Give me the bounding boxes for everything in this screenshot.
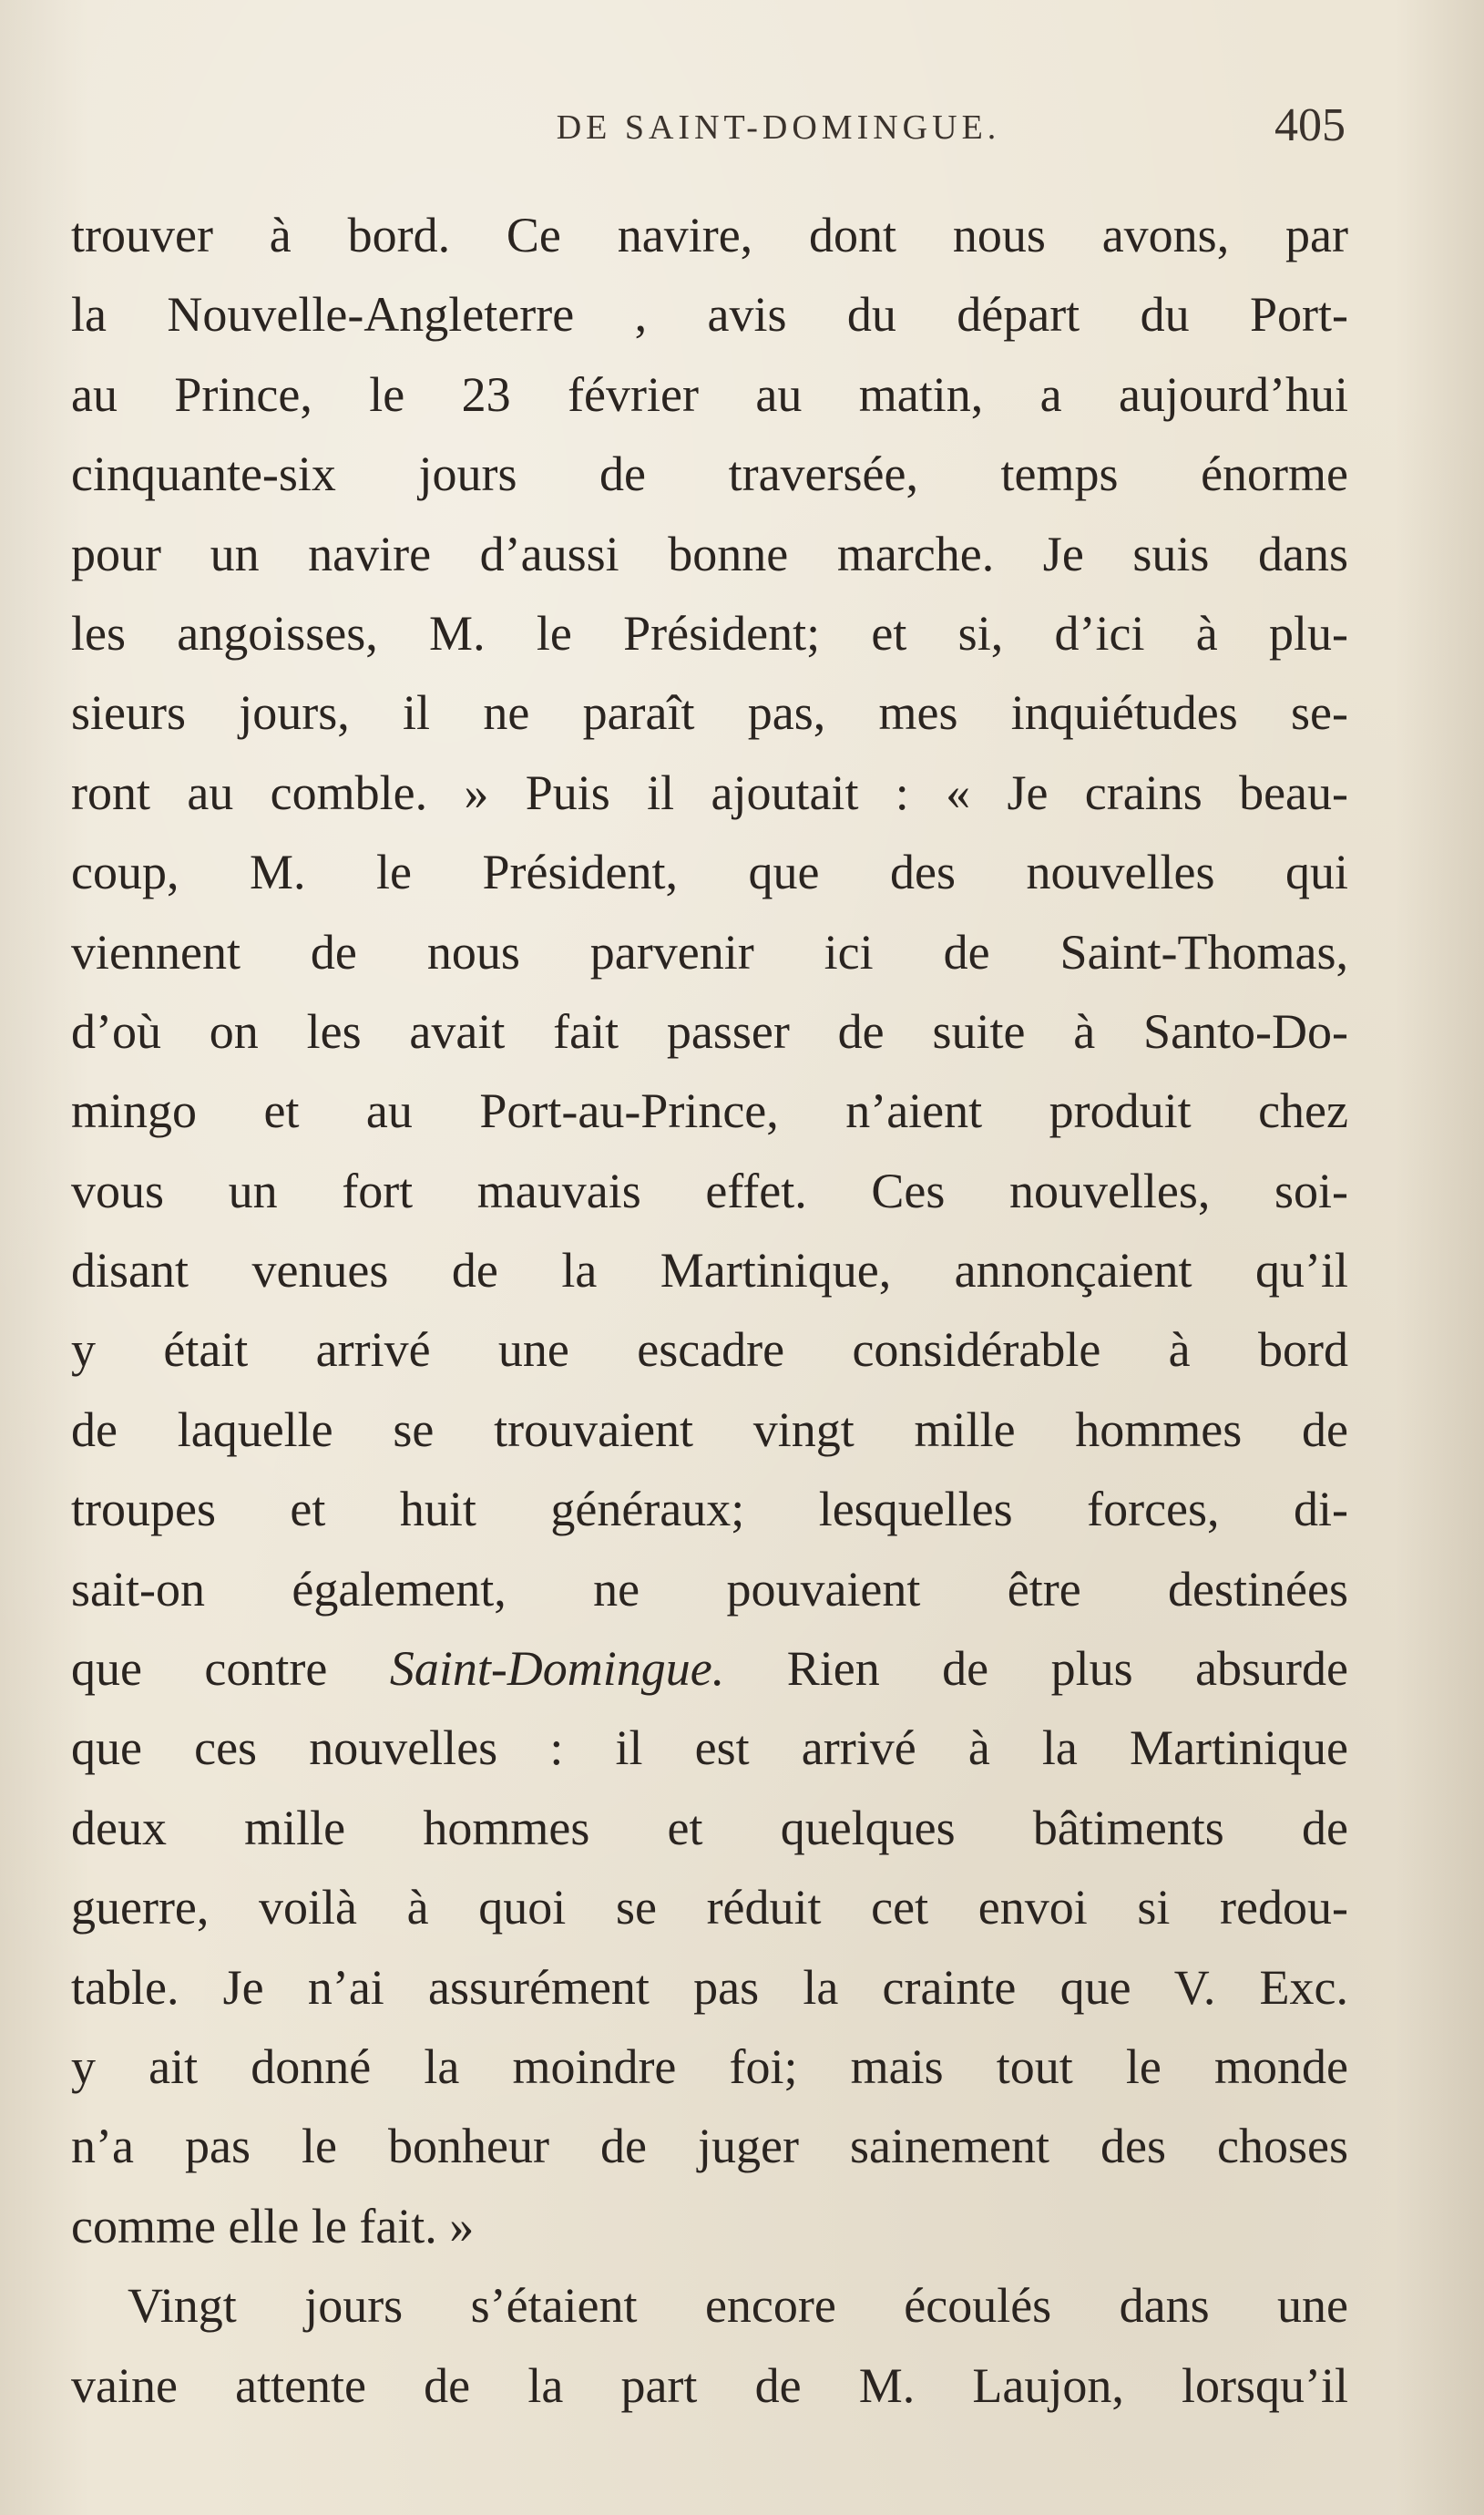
text-line: que ces nouvelles : il est arrivé à la Martinique bbox=[71, 1720, 1348, 1776]
text-line: viennent de nous parvenir ici de Saint-Thomas, bbox=[71, 924, 1348, 980]
text-line: la Nouvelle-Angleterre , avis du départ du Port- bbox=[71, 287, 1348, 343]
text-line: coup, M. le Président, que des nouvelles qui bbox=[71, 845, 1348, 900]
text-line: deux mille hommes et quelques bâtiments de bbox=[71, 1800, 1348, 1855]
text-line: pour un navire d’aussi bonne marche. Je suis dans bbox=[71, 526, 1348, 581]
text-line-with-italic bbox=[71, 1629, 1348, 1709]
text-line: sait-on également, ne pouvaient être destinées bbox=[71, 1561, 1348, 1617]
running-head: DE SAINT-DOMINGUE. bbox=[556, 108, 1001, 147]
text-line: vaine attente de la part de M. Laujon, lorsqu’il bbox=[71, 2357, 1348, 2413]
text-line: cinquante-six jours de traversée, temps énorme bbox=[71, 447, 1348, 502]
text-segment: Rien de plus absurde bbox=[724, 1641, 1349, 1697]
text-line: y était arrivé une escadre considérable à bord bbox=[71, 1322, 1348, 1378]
paragraph-first-line: Vingt jours s’étaient encore écoulés dans une bbox=[128, 2278, 1348, 2334]
text-line: vous un fort mauvais effet. Ces nouvelles, soi- bbox=[71, 1163, 1348, 1218]
text-line: trouver à bord. Ce navire, dont nous avons, par bbox=[71, 208, 1348, 262]
text-line: au Prince, le 23 février au matin, a aujourd’hui bbox=[71, 366, 1348, 422]
text-line: guerre, voilà à quoi se réduit cet envoi si redou- bbox=[71, 1880, 1348, 1935]
text-line: n’a pas le bonheur de juger sainement des choses bbox=[71, 2119, 1348, 2174]
text-line: mingo et au Port-au-Prince, n’aient produit chez bbox=[71, 1083, 1348, 1139]
text-line: y ait donné la moindre foi; mais tout le monde bbox=[71, 2038, 1348, 2094]
text-segment: que contre bbox=[71, 1641, 390, 1697]
text-line: disant venues de la Martinique, annonçaient qu’il bbox=[71, 1243, 1348, 1299]
text-line: d’où on les avait fait passer de suite à Santo-Do- bbox=[71, 1003, 1348, 1059]
text-line: ront au comble. » Puis il ajoutait : « Je crains beau- bbox=[71, 765, 1348, 820]
text-line: troupes et huit généraux; lesquelles forces, di- bbox=[71, 1482, 1348, 1537]
italic-place-name: Saint-Domingue. bbox=[389, 1641, 725, 1697]
text-line: de laquelle se trouvaient vingt mille hommes de bbox=[71, 1401, 1348, 1457]
page-header bbox=[0, 99, 1484, 157]
text-line: comme elle le fait. » bbox=[71, 2198, 475, 2253]
text-line: table. Je n’ai assurément pas la crainte que V. Exc. bbox=[71, 1959, 1348, 2015]
text-line: les angoisses, M. le Président; et si, d’ici à plu- bbox=[71, 605, 1348, 661]
body-text bbox=[71, 196, 1348, 2426]
text-line: sieurs jours, il ne paraît pas, mes inquiétudes se- bbox=[71, 685, 1348, 741]
page-number: 405 bbox=[1274, 99, 1346, 151]
